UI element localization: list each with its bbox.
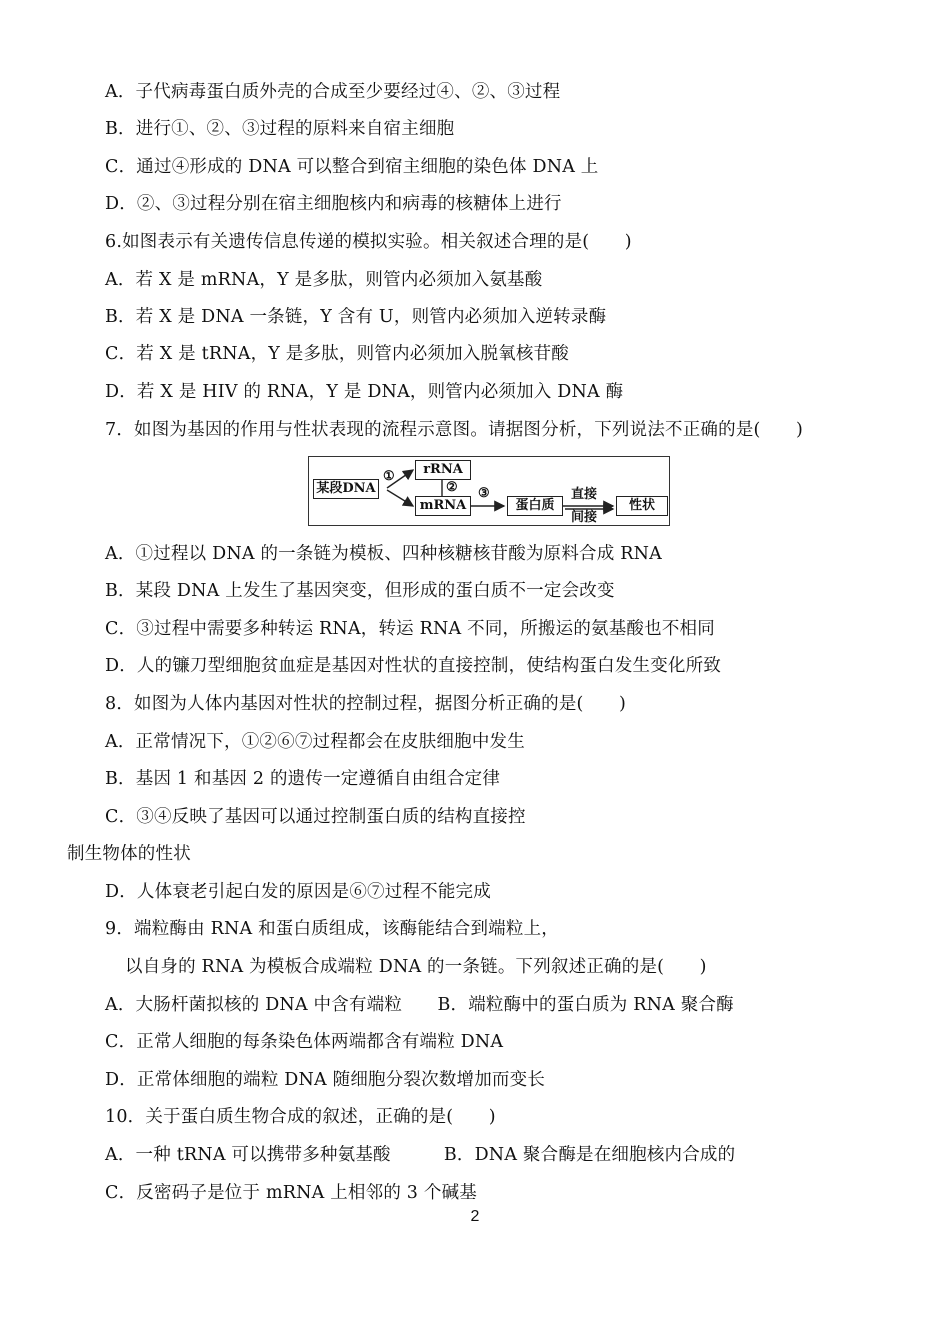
diagram-indirect-label: 间接 (571, 510, 598, 525)
q8-option-c-continued: 制生物体的性状 (67, 844, 191, 864)
q5-option-c: C．通过④形成的 DNA 可以整合到宿主细胞的染色体 DNA 上 (105, 157, 599, 177)
diagram-step1-label: ① (383, 469, 395, 484)
q9-stem: 9．端粒酶由 RNA 和蛋白质组成，该酶能结合到端粒上， (105, 919, 559, 939)
q7-stem: 7．如图为基因的作用与性状表现的流程示意图。请据图分析，下列说法不正确的是( ) (105, 420, 803, 440)
q7-option-a: A．①过程以 DNA 的一条链为模板、四种核糖核苷酸为原料合成 RNA (105, 544, 662, 564)
diagram-trait-box: 性状 (616, 496, 668, 516)
q10-options-ab: A．一种 tRNA 可以携带多种氨基酸 B．DNA 聚合酶是在细胞核内合成的 (105, 1145, 736, 1165)
diagram-step2-label: ② (446, 480, 458, 495)
q6-option-a: A．若 X 是 mRNA，Y 是多肽，则管内必须加入氨基酸 (105, 270, 543, 290)
q5-option-b: B．进行①、②、③过程的原料来自宿主细胞 (105, 119, 455, 139)
q9-stem-continued: 以自身的 RNA 为模板合成端粒 DNA 的一条链。下列叙述正确的是( ) (125, 957, 707, 977)
q9-options-ab: A．大肠杆菌拟核的 DNA 中含有端粒 B．端粒酶中的蛋白质为 RNA 聚合酶 (105, 995, 734, 1015)
q5-option-d: D．②、③过程分别在宿主细胞核内和病毒的核糖体上进行 (105, 194, 562, 214)
q9-option-c: C．正常人细胞的每条染色体两端都含有端粒 DNA (105, 1032, 504, 1052)
q10-option-c: C．反密码子是位于 mRNA 上相邻的 3 个碱基 (105, 1183, 477, 1203)
q8-option-d: D．人体衰老引起白发的原因是⑥⑦过程不能完成 (105, 882, 491, 902)
q9-option-d: D．正常体细胞的端粒 DNA 随细胞分裂次数增加而变长 (105, 1070, 546, 1090)
gene-expression-diagram (308, 456, 670, 526)
q10-stem: 10．关于蛋白质生物合成的叙述，正确的是( ) (105, 1107, 496, 1127)
page-number: 2 (470, 1208, 480, 1225)
q7-option-c: C．③过程中需要多种转运 RNA，转运 RNA 不同，所搬运的氨基酸也不相同 (105, 619, 715, 639)
q6-option-c: C．若 X 是 tRNA，Y 是多肽，则管内必须加入脱氧核苷酸 (105, 344, 570, 364)
q7-option-d: D．人的镰刀型细胞贫血症是基因对性状的直接控制，使结构蛋白发生变化所致 (105, 656, 722, 676)
q8-option-c: C．③④反映了基因可以通过控制蛋白质的结构直接控 (105, 807, 526, 827)
q6-option-d: D．若 X 是 HIV 的 RNA，Y 是 DNA，则管内必须加入 DNA 酶 (105, 382, 624, 402)
q5-option-a: A．子代病毒蛋白质外壳的合成至少要经过④、②、③过程 (105, 82, 561, 102)
diagram-protein-box: 蛋白质 (507, 496, 563, 516)
q6-option-b: B．若 X 是 DNA 一条链，Y 含有 U，则管内必须加入逆转录酶 (105, 307, 607, 327)
q8-option-b: B．基因 1 和基因 2 的遗传一定遵循自由组合定律 (105, 769, 501, 789)
diagram-mrna-box: mRNA (415, 496, 471, 516)
q8-stem: 8．如图为人体内基因对性状的控制过程，据图分析正确的是( ) (105, 694, 626, 714)
diagram-step3-label: ③ (478, 486, 490, 501)
diagram-rrna-box: rRNA (415, 460, 471, 480)
diagram-direct-label: 直接 (571, 487, 598, 502)
q7-option-b: B．某段 DNA 上发生了基因突变，但形成的蛋白质不一定会改变 (105, 581, 615, 601)
q8-option-a: A．正常情况下，①②⑥⑦过程都会在皮肤细胞中发生 (105, 732, 525, 752)
q6-stem: 6.如图表示有关遗传信息传递的模拟实验。相关叙述合理的是( ) (105, 232, 632, 252)
diagram-dna-box: 某段DNA (313, 479, 379, 499)
